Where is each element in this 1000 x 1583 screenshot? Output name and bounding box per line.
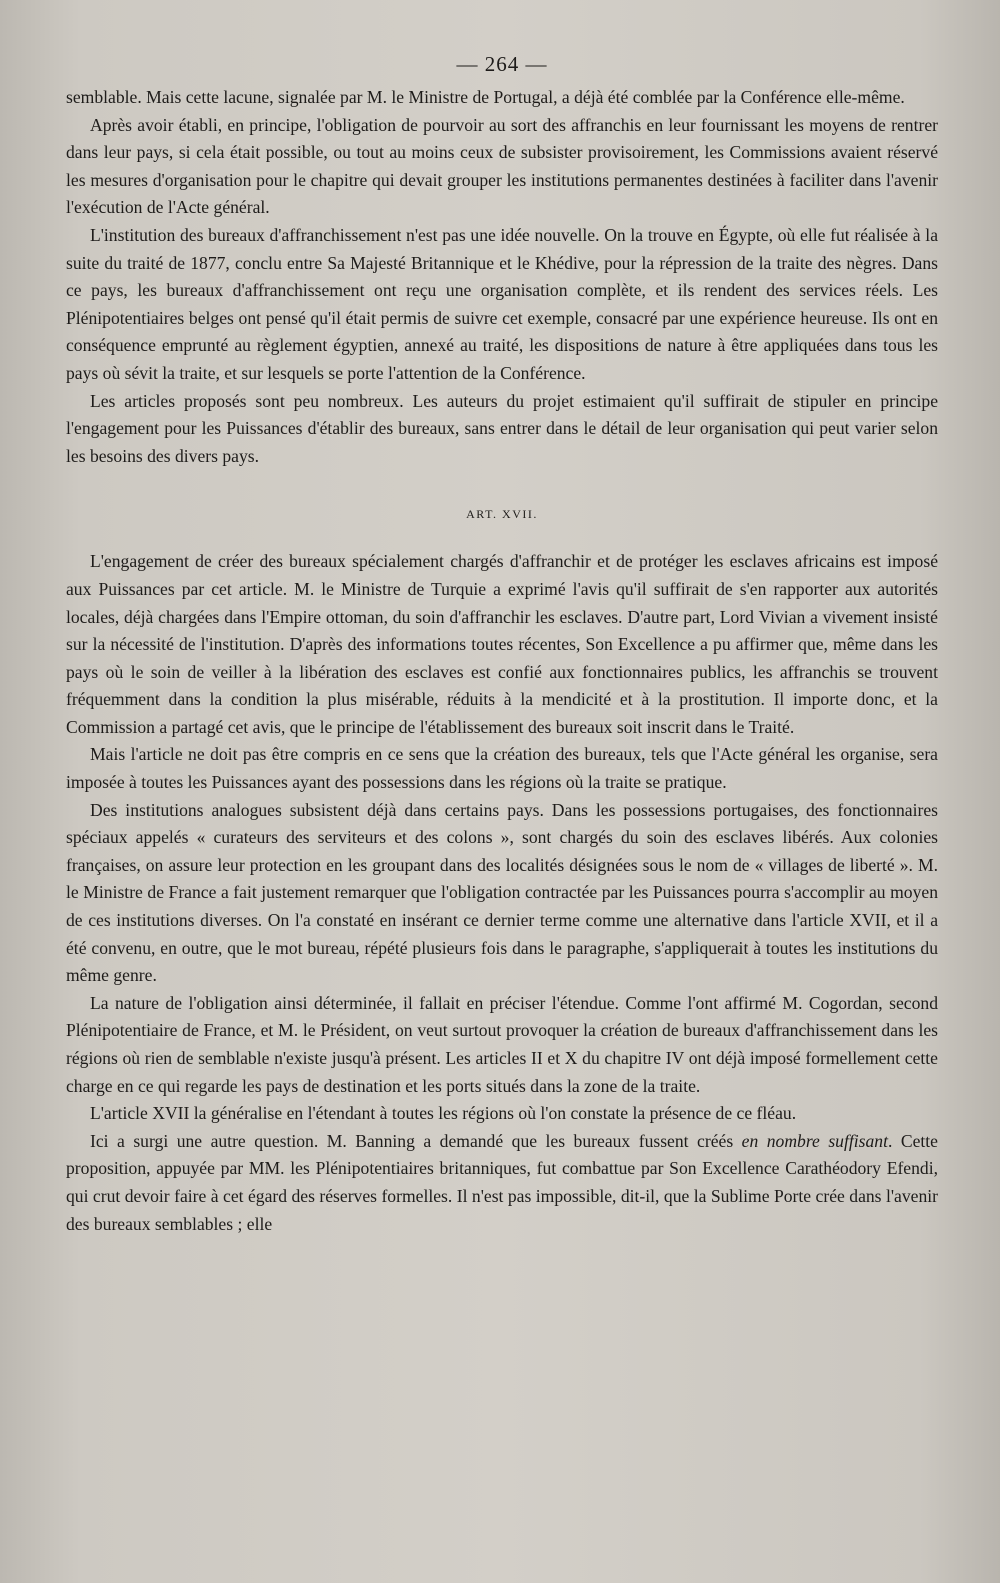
paragraph-last bbox=[66, 1128, 938, 1238]
page-number: — 264 — bbox=[456, 52, 548, 76]
paragraph-text: . Cette proposition, appuyée par MM. les Plénipotentiaires britanniques, fut combattue par Son Excellence Carathéodory Efendi, qui crut devoir faire à cet égard des réserves formelles. Il n'est pas impossible, dit-il, que la Sublime Porte crée dans l'avenir des bureaux semblables ; elle bbox=[66, 1130, 938, 1234]
paragraph: Après avoir établi, en principe, l'obligation de pourvoir au sort des affranchis en leur fournissant les moyens de rentrer dans leur pays, si cela était possible, ou tout au moins ceux de subsister provisoirement, les Commissions avaient réservé les mesures d'organisation pour le chapitre qui devait grouper les institutions permanentes destinées à faciliter dans l'avenir l'exécution de l'Acte général. bbox=[66, 114, 938, 218]
paragraph: L'institution des bureaux d'affranchissement n'est pas une idée nouvelle. On la trouve en Égypte, où elle fut réalisée à la suite du traité de 1877, conclu entre Sa Majesté Britannique et le Khédive, pour la répression de la traite des nègres. Dans ce pays, les bureaux d'affranchissement ont reçu une organisation complète, et ils rendent des services réels. Les Plénipotentiaires belges ont pensé qu'il était permis de suivre cet exemple, consacré par une expérience heureuse. Ils ont en conséquence emprunté au règlement égyptien, annexé au traité, les dispositions de nature à être appliquées dans tous les pays où sévit la traite, et sur lesquels se porte l'attention de la Conférence. bbox=[66, 224, 938, 383]
paragraph: La nature de l'obligation ainsi déterminée, il fallait en préciser l'étendue. Comme l'ont affirmé M. Cogordan, second Plénipotentiaire de France, et M. le Président, on veut surtout provoquer la création de bureaux d'affranchissement dans les régions où rien de semblable n'existe jusqu'à présent. Les articles II et X du chapitre IV ont déjà imposé formellement cette charge en ce qui regarde les pays de destination et les ports situés dans la zone de la traite. bbox=[66, 992, 938, 1096]
paragraph: Mais l'article ne doit pas être compris en ce sens que la création des bureaux, tels que l'Acte général les organise, sera imposée à toutes les Puissances ayant des possessions dans les régions où la traite se pratique. bbox=[66, 744, 938, 793]
paragraph-text: Ici a surgi une autre question. M. Banning a demandé que les bureaux fussent créés bbox=[90, 1130, 742, 1151]
article-heading: ART. XVII. bbox=[466, 507, 538, 522]
paragraph: L'engagement de créer des bureaux spécialement chargés d'affranchir et de protéger les esclaves africains est imposé aux Puissances par cet article. M. le Ministre de Turquie a exprimé l'avis qu'il suffirait de s'en rapporter aux autorités locales, déjà chargées dans l'Empire ottoman, du soin d'affranchir les esclaves. D'autre part, Lord Vivian a vivement insisté sur la nécessité de l'institution. D'après des informations toutes récentes, Son Excellence a pu affirmer que, même dans les pays où le soin de veiller à la libération des esclaves est confié aux fonctionnaires publics, les affranchis se trouvent fréquemment dans la condition la plus misérable, réduits à la mendicité et à la prostitution. Il importe donc, et la Commission a partagé cet avis, que le principe de l'établissement des bureaux soit inscrit dans le Traité. bbox=[66, 551, 938, 737]
paragraph: Les articles proposés sont peu nombreux. Les auteurs du projet estimaient qu'il suffirait de stipuler en principe l'engagement pour les Puissances d'établir des bureaux, sans entrer dans le détail de leur organisation qui peut varier selon les besoins des divers pays. bbox=[66, 390, 938, 466]
paragraph: L'article XVII la généralise en l'étendant à toutes les régions où l'on constate la présence de ce fléau. bbox=[90, 1103, 797, 1124]
paragraph: Des institutions analogues subsistent déjà dans certains pays. Dans les possessions portugaises, des fonctionnaires spéciaux appelés « curateurs des serviteurs et des colons », sont chargés du soin des esclaves libérés. Aux colonies françaises, on assure leur protection en les groupant dans des localités désignées sous le nom de « villages de liberté ». M. le Ministre de France a fait justement remarquer que l'obligation contractée par les Puissances pourra s'accomplir au moyen de ces institutions diverses. On l'a constaté en insérant ce dernier terme comme une alternative dans l'article XVII, et il a été convenu, en outre, que le mot bureau, répété plusieurs fois dans le paragraphe, s'appliquerait à toutes les institutions du même genre. bbox=[66, 799, 938, 986]
paragraph: semblable. Mais cette lacune, signalée par M. le Ministre de Portugal, a déjà été comblée par la Conférence elle-même. bbox=[66, 87, 905, 107]
italic-phrase: en nombre suffisant bbox=[741, 1130, 888, 1151]
